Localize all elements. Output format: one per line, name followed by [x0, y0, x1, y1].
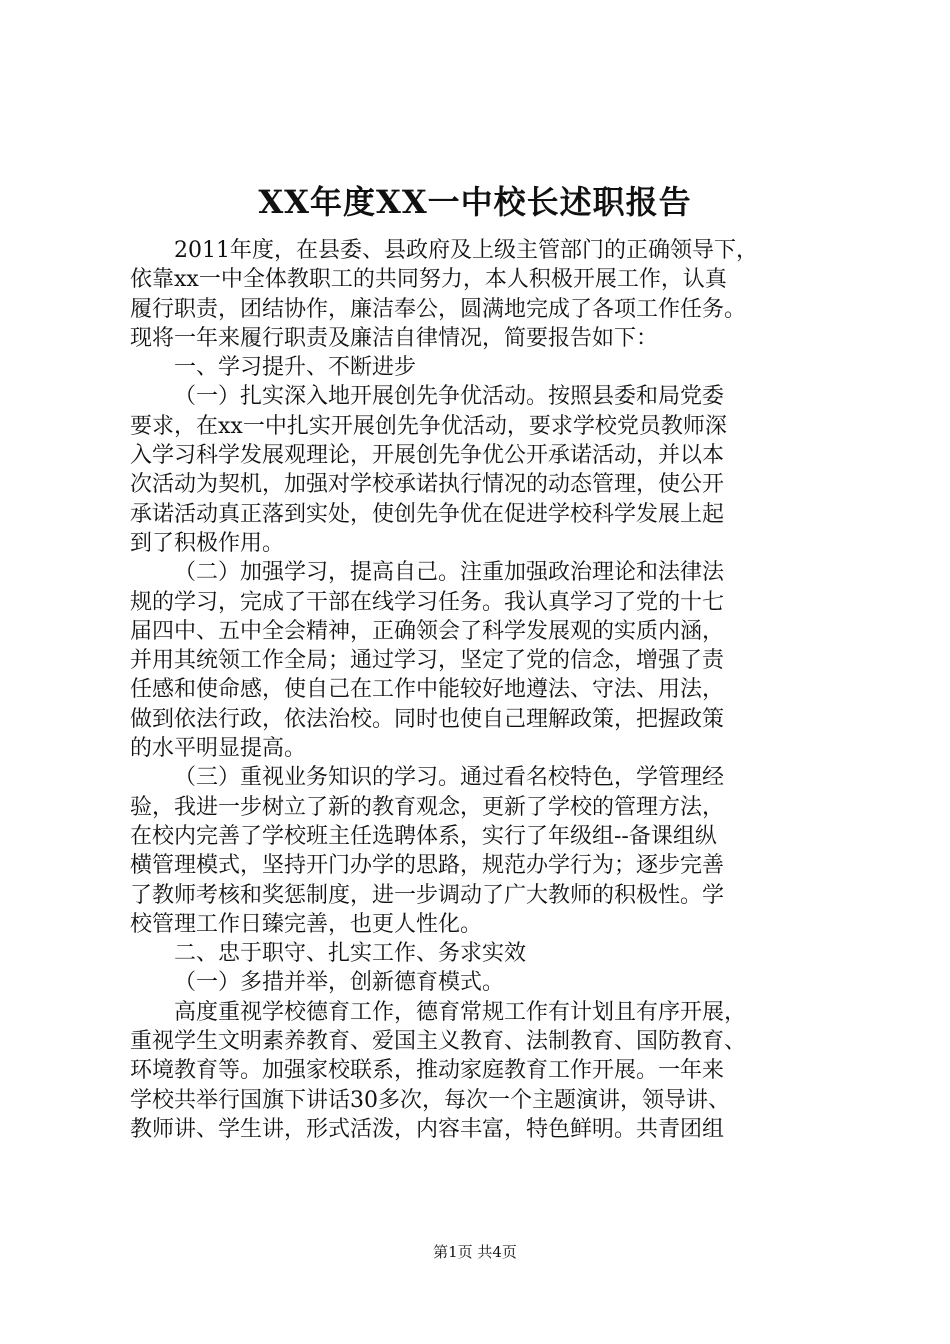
text-line: 了教师考核和奖惩制度，进一步调动了广大教师的积极性。学: [130, 882, 725, 908]
text-line: 任感和使命感，使自己在工作中能较好地遵法、守法、用法，: [130, 677, 725, 703]
text-line: 教师讲、学生讲，形式活泼，内容丰富，特色鲜明。共青团组: [130, 1116, 725, 1142]
text-line: 学校共举行国旗下讲话30多次，每次一个主题演讲，领导讲、: [130, 1087, 730, 1113]
text-line: 高度重视学校德育工作，德育常规工作有计划且有序开展，: [174, 999, 747, 1025]
text-line: （二）加强学习，提高自己。注重加强政治理论和法律法: [174, 560, 725, 586]
text-line: 承诺活动真正落到实处，使创先争优在促进学校科学发展上起: [130, 501, 725, 527]
text-line: 次活动为契机，加强对学校承诺执行情况的动态管理，使公开: [130, 472, 725, 498]
text-line: （一）多措并举，创新德育模式。: [174, 970, 505, 996]
text-line: 重视学生文明素养教育、爱国主义教育、法制教育、国防教育、: [130, 1029, 747, 1055]
text-line: 的水平明显提高。: [130, 736, 307, 762]
document-body: [130, 236, 850, 1144]
text-line: 验，我进一步树立了新的教育观念，更新了学校的管理方法，: [130, 794, 725, 820]
text-line: 入学习科学发展观理论，开展创先争优公开承诺活动，并以本: [130, 443, 725, 469]
text-line: 做到依法行政，依法治校。同时也使自己理解政策，把握政策: [130, 706, 725, 732]
document-title: XX年度XX一中校长述职报告: [258, 183, 692, 221]
text-line: （三）重视业务知识的学习。通过看名校特色，学管理经: [174, 765, 725, 791]
text-line: 环境教育等。加强家校联系，推动家庭教育工作开展。一年来: [130, 1058, 725, 1084]
text-line: 依靠xx一中全体教职工的共同努力，本人积极开展工作，认真: [130, 267, 727, 293]
text-line: 规的学习，完成了干部在线学习任务。我认真学习了党的十七: [130, 589, 725, 615]
text-line: 届四中、五中全会精神，正确领会了科学发展观的实质内涵，: [130, 618, 725, 644]
page-footer: 第1页 共4页: [433, 1243, 517, 1261]
text-line: 到了积极作用。: [130, 530, 285, 556]
text-line: 二、忠于职守、扎实工作、务求实效: [174, 941, 527, 967]
text-line: 现将一年来履行职责及廉洁自律情况，简要报告如下：: [130, 325, 659, 351]
text-line: 一、学习提升、不断进步: [174, 355, 417, 381]
text-line: 在校内完善了学校班主任选聘体系，实行了年级组--备课组纵: [130, 823, 717, 849]
text-line: 2011年度，在县委、县政府及上级主管部门的正确领导下，: [174, 238, 758, 263]
text-line: 横管理模式，坚持开门办学的思路，规范办学行为；逐步完善: [130, 853, 725, 879]
text-line: 并用其统领工作全局；通过学习，坚定了党的信念，增强了责: [130, 648, 725, 674]
text-line: 要求，在xx一中扎实开展创先争优活动，要求学校党员教师深: [130, 413, 727, 439]
text-line: 履行职责，团结协作，廉洁奉公，圆满地完成了各项工作任务。: [130, 296, 747, 322]
text-line: 校管理工作日臻完善，也更人性化。: [130, 911, 483, 937]
text-line: （一）扎实深入地开展创先争优活动。按照县委和局党委: [174, 384, 725, 410]
